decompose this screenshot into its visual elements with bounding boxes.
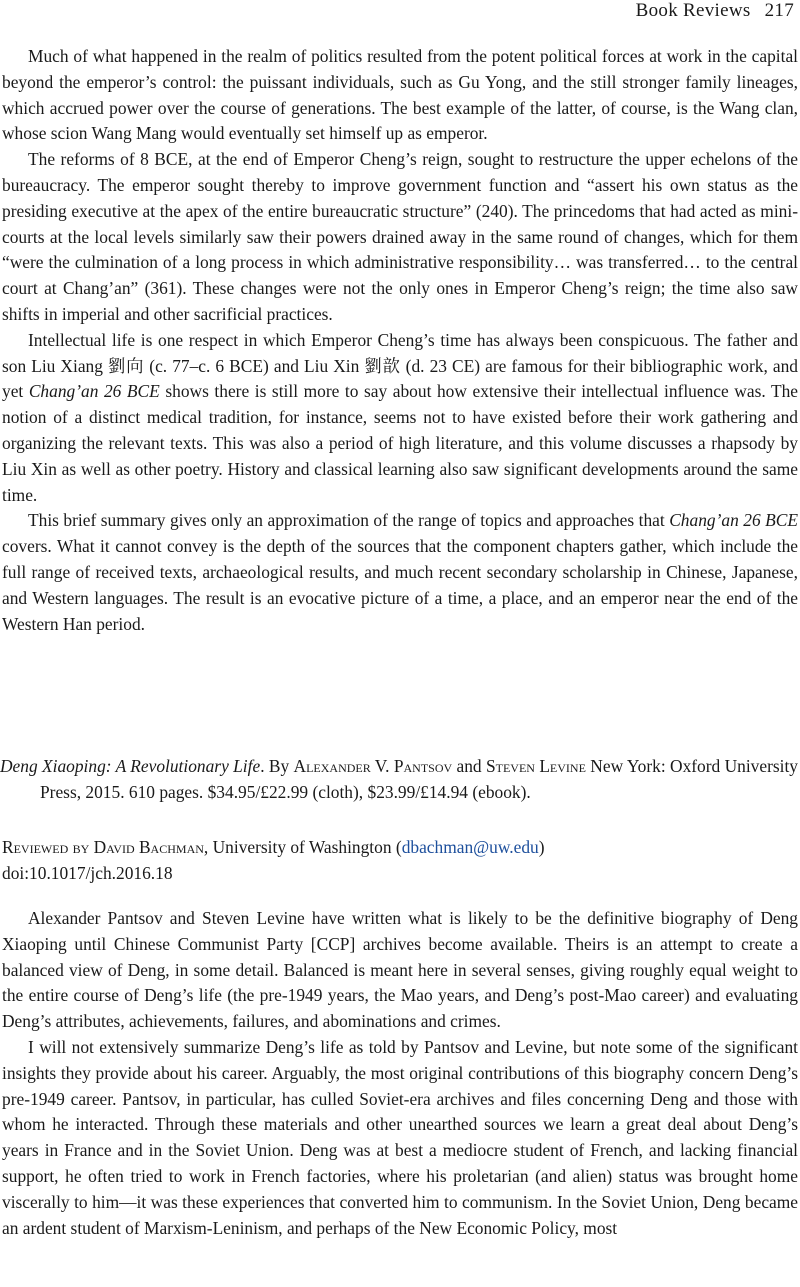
book-title: Deng Xiaoping: A Revolutionary Life xyxy=(0,756,261,776)
reviewer-email-link[interactable]: dbachman@uw.edu xyxy=(401,837,539,857)
book-title-italic: Chang’an 26 BCE xyxy=(28,381,160,402)
previous-review-text xyxy=(2,44,798,637)
paragraph: Alexander Pantsov and Steven Levine have written what is likely to be the definitive biography of Deng Xiaoping until Chinese Communist Party [CCP] archives become available. Theirs is an attempt to create a balanced view of Deng, in some detail. Balanced is meant here in several senses, giving roughly equal weight to the entire course of Deng’s life (the pre-1949 years, the Mao years, and Deng’s post-Mao career) and evaluating Deng’s attributes, achievements, failures, and abominations and crimes. xyxy=(2,908,798,1032)
reviewer-byline: Reviewed by David Bachman, University of Washington (dbachman@uw.edu) xyxy=(2,837,545,857)
paragraph: Intellectual life is one respect in which Emperor Cheng’s time has always been conspicuous. The father and son Liu Xiang 劉向 (c. 77–c. 6 BCE) and Liu Xin 劉歆 (d. 23 CE) are famous for their bibliographic work, and yet Chang’an 26 BCE shows there is still more to say about how extensive their intellectual influence was. The notion of a distinct medical tradition, for instance, seems not to have existed before their work gathering and organizing the relevant texts. This was also a period of high literature, and this volume discusses a rhapsody by Liu Xin as well as other poetry. History and classical learning also saw significant developments around the same time. xyxy=(2,329,798,505)
section-title: Book Reviews xyxy=(635,0,751,21)
author-name: Alexander V. Pantsov xyxy=(293,756,453,776)
doi: doi:10.1017/jch.2016.18 xyxy=(2,863,173,883)
book-title-italic: Chang’an 26 BCE xyxy=(669,510,798,531)
review-text xyxy=(2,906,798,1241)
page-number: 217 xyxy=(764,0,794,21)
book-citation: Deng Xiaoping: A Revolutionary Life. By Alexander V. Pantsov and Steven Levine New York: Oxford University Press, 2015. 610 pages. $34.95/£22.99 (cloth), $23.99/£14.94 (ebook). xyxy=(0,756,799,802)
running-head xyxy=(636,0,794,22)
paragraph: This brief summary gives only an approximation of the range of topics and approaches that Chang’an 26 BCE covers. What it cannot convey is the depth of the sources that the component chapters gather, which include the full range of received texts, archaeological results, and much recent secondary scholarship in Chinese, Japanese, and Western languages. The result is an evocative picture of a time, a place, and an emperor near the end of the Western Han period. xyxy=(2,510,798,634)
paragraph: I will not extensively summarize Deng’s life as told by Pantsov and Levine, but note some of the significant insights they provide about his career. Arguably, the most original contributions of this biography concern Deng’s pre-1949 career. Pantsov, in particular, has culled Soviet-era archives and files concerning Deng and those with whom he interacted. Through these materials and other unearthed sources we learn a great deal about Deng’s years in France and in the Soviet Union. Deng was at best a mediocre student of French, and lacking financial support, he often tried to work in French factories, where his proletarian (and alien) status was brought home viscerally to him—it was these experiences that converted him to communism. In the Soviet Union, Deng became an ardent student of Marxism-Leninism, and perhaps of the New Economic Policy, most xyxy=(2,1036,798,1238)
paragraph: The reforms of 8 BCE, at the end of Emperor Cheng’s reign, sought to restructure the upper echelons of the bureaucracy. The emperor sought thereby to improve government function and “assert his own status as the presiding executive at the apex of the entire bureaucratic structure” (240). The princedoms that had acted as mini-courts at the local levels similarly saw their powers drained away in the same round of changes, which for them “were the culmination of a long process in which administrative responsibility… was transferred… to the central court at Chang’an” (361). These changes were not the only ones in Emperor Cheng’s reign; the time also saw shifts in imperial and other sacrificial practices. xyxy=(2,149,798,324)
reviewer-name: Reviewed by David Bachman xyxy=(2,837,204,857)
author-name: Steven Levine xyxy=(485,756,586,776)
paragraph: Much of what happened in the realm of politics resulted from the potent political forces at work in the capital beyond the emperor’s control: the puissant individuals, such as Gu Yong, and the still stronger family lineages, which accrued power over the course of generations. The best example of the latter, of course, is the Wang clan, whose scion Wang Mang would eventually set himself up as emperor. xyxy=(2,46,798,144)
